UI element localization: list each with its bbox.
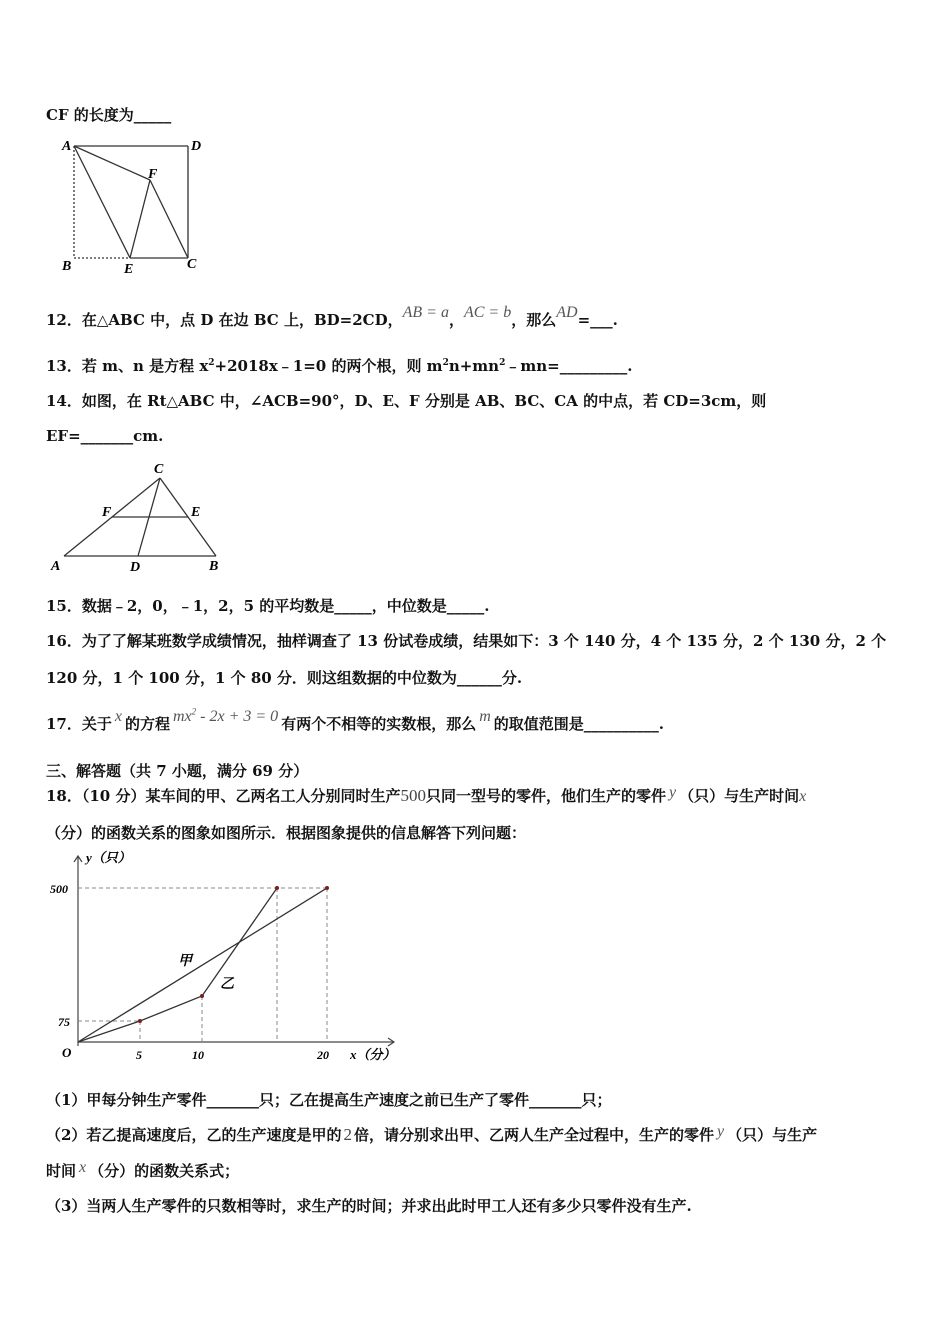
q12 [46, 304, 618, 330]
fig14-label-e: E [191, 505, 201, 520]
fig11-label-d: D [191, 139, 202, 154]
fig14-label-f: F [102, 505, 112, 520]
production-graph [44, 848, 404, 1070]
figure-11 [58, 134, 218, 280]
sub2-var-x: x [79, 1159, 87, 1176]
fig14-label-a: A [51, 559, 61, 574]
fig14-label-d: D [130, 560, 141, 574]
graph-y-label: y（只） [86, 850, 131, 865]
q12-comma: ， [448, 311, 464, 329]
sub2-text-a: （2）若乙提高速度后，乙的生产速度是甲的 [46, 1126, 342, 1144]
fig11-label-f: F [148, 167, 158, 182]
q18-sub-3: （3）当两人生产零件的只数相等时，求生产的时间；并求出此时甲工人还有多少只零件没有生产. [46, 1197, 692, 1215]
q18-line-2: （分）的函数关系的图象如图所示．根据图象提供的信息解答下列问题： [46, 824, 527, 842]
graph-x-label: x（分） [350, 1047, 396, 1062]
fig11-label-c: C [187, 257, 197, 272]
q18-text-a: 18．（10 分）某车间的甲、乙两名工人分别同时生产 [46, 787, 401, 805]
sub2-var-y: y [716, 1123, 725, 1140]
graph-label-yi: 乙 [220, 977, 234, 992]
q13-text-a: 13．若 m、n 是方程 x [46, 357, 209, 375]
fig14-label-b: B [209, 559, 219, 574]
q17-text-d: 的取值范围是__________. [493, 715, 664, 733]
q12-prefix: 12．在△ABC 中，点 D 在边 BC 上，BD=2CD， [46, 311, 403, 329]
q13 [46, 355, 632, 376]
fig14-label-c: C [154, 462, 164, 477]
q17-var-x: x [114, 708, 122, 725]
q15: 15．数据﹣2，0，﹣1，2，5 的平均数是_____，中位数是_____. [46, 597, 490, 615]
q18-line-1 [46, 785, 806, 806]
q12-vector-ad: AD [556, 304, 578, 321]
q17-text-a: 17．关于 [46, 715, 112, 733]
q16-line-1: 16．为了了解某班数学成绩情况，抽样调查了 13 份试卷成绩，结果如下：3 个 140 分，4 个 135 分，2 个 130 分，2 个 [46, 632, 887, 650]
graph-label-jia: 甲 [178, 954, 192, 969]
fig11-label-e: E [124, 262, 134, 277]
graph-xtick-20: 20 [317, 1048, 329, 1062]
q18-text-c: （只）与生产时间 [679, 787, 800, 805]
figure-14 [46, 458, 236, 574]
q17-text-c: 有两个不相等的实数根，那么 [281, 715, 477, 733]
sub2-number-2: 2 [343, 1125, 352, 1144]
q16-line-2: 120 分，1 个 100 分，1 个 80 分．则这组数据的中位数为______分. [46, 669, 523, 687]
q12-vector-ac: AC = b [463, 304, 512, 321]
q18-text-b: 只同一型号的零件，他们生产的零件 [425, 787, 666, 805]
fig11-label-a: A [62, 139, 72, 154]
graph-ytick-75: 75 [58, 1015, 70, 1029]
graph-origin: O [62, 1045, 72, 1060]
graph-xtick-5: 5 [136, 1048, 142, 1062]
q17 [46, 706, 664, 734]
q13-sup-1: 2 [208, 358, 215, 368]
sub2-text-b: 倍，请分别求出甲、乙两人生产全过程中，生产的零件 [353, 1126, 714, 1144]
q17-text-b: 的方程 [124, 715, 170, 733]
q18-number-500: 500 [400, 786, 426, 805]
q14-line-1: 14．如图，在 Rt△ABC 中，∠ACB=90°，D、E、F 分别是 AB、BC、CA 的中点，若 CD=3cm，则 [46, 392, 767, 410]
graph-xtick-10: 10 [192, 1048, 204, 1062]
q14-line-2: EF=_______cm. [46, 427, 164, 445]
q13-text-b: +2018x﹣1=0 的两个根，则 m [214, 357, 443, 375]
q13-sup-2: 2 [442, 358, 449, 368]
sub2-text-time: 时间 [46, 1162, 77, 1180]
sub2-text-b2: （分）的函数关系式； [89, 1162, 240, 1180]
q13-sup-3: 2 [499, 358, 506, 368]
q13-text-d: ﹣mn=_________. [505, 357, 633, 375]
q18-sub-2-line-1 [46, 1124, 817, 1145]
q18-var-y: y [669, 784, 677, 801]
graph-ytick-500: 500 [50, 882, 68, 896]
fig11-label-b: B [62, 259, 72, 274]
q12-suffix: =___. [577, 311, 618, 329]
q11-tail: CF 的长度为_____ [46, 106, 172, 124]
q18-sub-1: （1）甲每分钟生产零件_______只；乙在提高生产速度之前已生产了零件_______只； [46, 1091, 612, 1109]
q17-var-m: m [479, 708, 491, 725]
section-3-heading: 三、解答题（共 7 小题，满分 69 分） [46, 762, 309, 780]
q18-sub-2-line-2 [46, 1160, 239, 1181]
q18-var-x: x [799, 788, 807, 805]
q12-mid: ，那么 [511, 311, 557, 329]
q17-equation: $mx^2 - 2x + 3 = 0$ [173, 706, 279, 725]
sub2-text-c: （只）与生产 [727, 1126, 818, 1144]
q13-text-c: n+mn [448, 357, 500, 375]
q12-vector-ab: AB = a [402, 304, 449, 321]
